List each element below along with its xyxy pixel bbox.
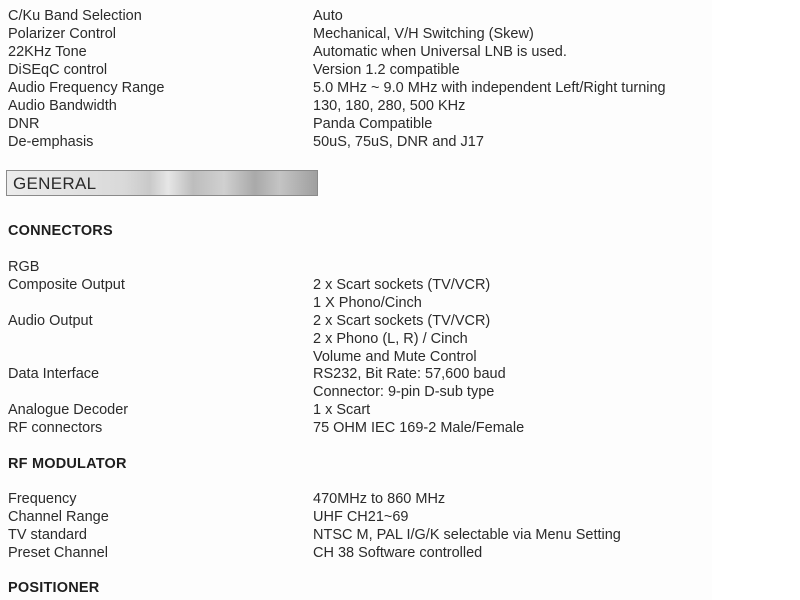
section-banner-general xyxy=(6,170,318,196)
page-margin xyxy=(712,0,800,600)
spec-value-continued: 1 X Phono/Cinch xyxy=(313,295,422,311)
spec-label: Audio Frequency Range xyxy=(8,80,165,96)
spec-label: DiSEqC control xyxy=(8,62,108,78)
spec-label: Polarizer Control xyxy=(8,26,116,42)
spec-value: Automatic when Universal LNB is used. xyxy=(313,44,567,60)
spec-value-continued: Connector: 9-pin D-sub type xyxy=(313,384,495,400)
spec-value: Panda Compatible xyxy=(313,116,433,132)
spec-value-continued: Volume and Mute Control xyxy=(313,349,477,365)
spec-value: 75 OHM IEC 169-2 Male/Female xyxy=(313,420,525,436)
spec-label: Audio Bandwidth xyxy=(8,98,117,114)
spec-label: Preset Channel xyxy=(8,545,108,561)
spec-label: TV standard xyxy=(8,527,87,543)
spec-value: 470MHz to 860 MHz xyxy=(313,491,446,507)
spec-label: Frequency xyxy=(8,491,77,507)
spec-value-continued: 2 x Phono (L, R) / Cinch xyxy=(313,331,468,347)
spec-label: Analogue Decoder xyxy=(8,402,129,418)
spec-value: 2 x Scart sockets (TV/VCR) xyxy=(313,277,491,293)
spec-value: RS232, Bit Rate: 57,600 baud xyxy=(313,366,506,382)
spec-value: CH 38 Software controlled xyxy=(313,545,483,561)
spec-value: UHF CH21~69 xyxy=(313,509,409,525)
spec-label: Data Interface xyxy=(8,366,100,382)
spec-value: Auto xyxy=(313,8,343,24)
section-banner-title: GENERAL xyxy=(13,174,97,193)
spec-value: Mechanical, V/H Switching (Skew) xyxy=(313,26,534,42)
spec-value: 130, 180, 280, 500 KHz xyxy=(313,98,466,114)
spec-value: Version 1.2 compatible xyxy=(313,62,460,78)
heading-positioner: POSITIONER xyxy=(8,580,100,596)
spec-value: 50uS, 75uS, DNR and J17 xyxy=(313,134,484,150)
spec-value: NTSC M, PAL I/G/K selectable via Menu Setting xyxy=(313,527,621,543)
heading-connectors: CONNECTORS xyxy=(8,223,113,239)
spec-label: C/Ku Band Selection xyxy=(8,8,142,24)
spec-label: Channel Range xyxy=(8,509,109,525)
spec-label: RGB xyxy=(8,259,40,275)
spec-label: De-emphasis xyxy=(8,134,94,150)
spec-value: 5.0 MHz ~ 9.0 MHz with independent Left/Right turning xyxy=(313,80,666,96)
spec-label: Composite Output xyxy=(8,277,125,293)
spec-value: 1 x Scart xyxy=(313,402,371,418)
spec-label: RF connectors xyxy=(8,420,103,436)
spec-value: 2 x Scart sockets (TV/VCR) xyxy=(313,313,491,329)
heading-rf-modulator: RF MODULATOR xyxy=(8,456,127,472)
spec-label: DNR xyxy=(8,116,40,132)
spec-label: Audio Output xyxy=(8,313,93,329)
spec-label: 22KHz Tone xyxy=(8,44,87,60)
